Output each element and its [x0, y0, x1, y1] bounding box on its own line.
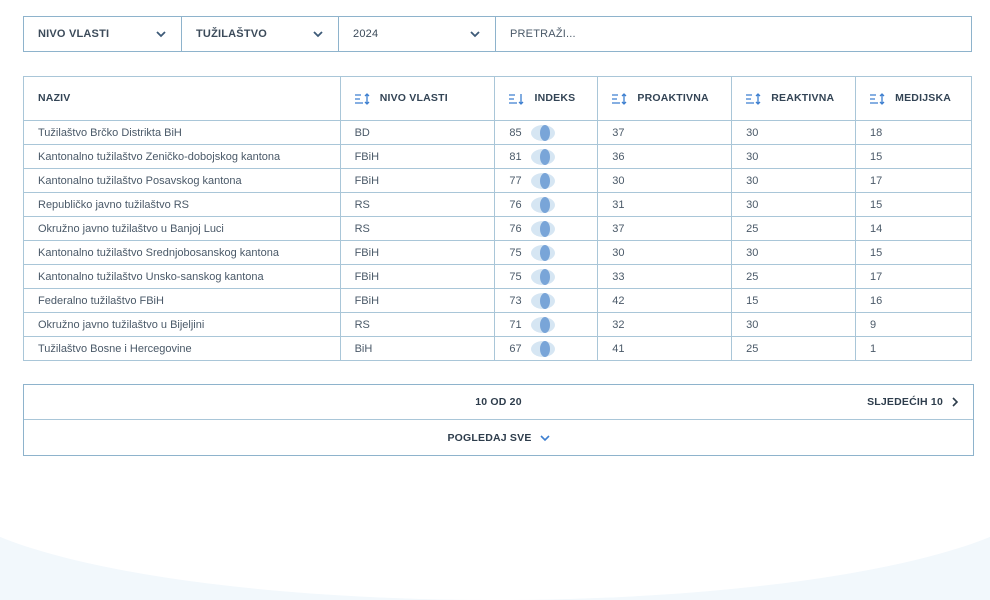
cell-reaktivna — [732, 337, 856, 361]
index-indicator-icon — [530, 124, 556, 142]
cell-medijska-value: 14 — [870, 222, 883, 235]
table-row[interactable] — [24, 265, 972, 289]
cell-indeks — [495, 241, 598, 265]
cell-nivo-value: RS — [354, 198, 370, 211]
cell-naziv-value: Republičko javno tužilaštvo RS — [38, 198, 190, 211]
cell-indeks — [495, 289, 598, 313]
cell-nivo — [340, 313, 495, 337]
institution-dropdown-label: TUŽILAŠTVO — [196, 28, 268, 40]
cell-reaktivna — [732, 313, 856, 337]
cell-proaktivna-value: 30 — [612, 174, 625, 187]
table-row[interactable] — [24, 121, 972, 145]
cell-proaktivna — [598, 145, 732, 169]
cell-proaktivna-value: 31 — [612, 198, 625, 211]
cell-proaktivna — [598, 169, 732, 193]
cell-indeks — [495, 313, 598, 337]
cell-reaktivna — [732, 217, 856, 241]
cell-nivo — [340, 241, 495, 265]
cell-indeks — [495, 193, 598, 217]
cell-nivo — [340, 265, 495, 289]
cell-nivo — [340, 217, 495, 241]
pagination-row — [24, 385, 973, 419]
cell-reaktivna-value: 25 — [746, 342, 759, 355]
next-page-label: SLJEDEĆIH 10 — [867, 396, 943, 408]
cell-reaktivna-value: 25 — [746, 270, 759, 283]
cell-medijska — [856, 265, 972, 289]
cell-reaktivna — [732, 169, 856, 193]
search-input[interactable] — [496, 17, 971, 51]
next-page-button[interactable] — [867, 385, 959, 419]
cell-nivo — [340, 193, 495, 217]
cell-reaktivna — [732, 241, 856, 265]
index-indicator-icon — [530, 268, 556, 286]
cell-proaktivna-value: 41 — [612, 342, 625, 355]
cell-naziv — [24, 337, 341, 361]
cell-proaktivna-value: 37 — [612, 222, 625, 235]
cell-proaktivna — [598, 313, 732, 337]
cell-indeks-value: 67 — [509, 342, 522, 355]
column-header-nivo-vlasti[interactable]: NIVO VLASTI — [340, 77, 495, 121]
index-indicator-icon — [530, 244, 556, 262]
cell-naziv-value: Kantonalno tužilaštvo Srednjobosanskog kantona — [38, 246, 279, 259]
cell-medijska — [856, 313, 972, 337]
cell-proaktivna-value: 30 — [612, 246, 625, 259]
cell-nivo — [340, 145, 495, 169]
chevron-down-icon — [540, 434, 550, 442]
cell-naziv — [24, 289, 341, 313]
cell-indeks — [495, 169, 598, 193]
chevron-right-icon — [951, 397, 959, 407]
cell-naziv — [24, 193, 341, 217]
ranking-table — [23, 76, 972, 361]
cell-medijska-value: 16 — [870, 294, 883, 307]
cell-naziv-value: Tužilaštvo Brčko Distrikta BiH — [38, 126, 182, 139]
cell-reaktivna — [732, 193, 856, 217]
column-header-naziv[interactable]: NAZIV — [24, 77, 341, 121]
cell-reaktivna-value: 25 — [746, 222, 759, 235]
table-row[interactable] — [24, 217, 972, 241]
cell-medijska-value: 18 — [870, 126, 883, 139]
cell-naziv-value: Okružno javno tužilaštvo u Banjoj Luci — [38, 222, 224, 235]
cell-nivo-value: RS — [354, 318, 370, 331]
cell-nivo — [340, 121, 495, 145]
cell-naziv — [24, 265, 341, 289]
cell-nivo-value: FBiH — [354, 270, 380, 283]
cell-nivo — [340, 337, 495, 361]
cell-indeks-value: 77 — [509, 174, 522, 187]
cell-naziv-value: Federalno tužilaštvo FBiH — [38, 294, 164, 307]
cell-nivo-value: FBiH — [354, 150, 380, 163]
cell-medijska-value: 1 — [870, 342, 877, 355]
cell-indeks-value: 85 — [509, 126, 522, 139]
cell-proaktivna-value: 33 — [612, 270, 625, 283]
cell-reaktivna-value: 30 — [746, 246, 759, 259]
cell-naziv — [24, 217, 341, 241]
view-all-button[interactable] — [24, 419, 973, 455]
cell-naziv-value: Kantonalno tužilaštvo Posavskog kantona — [38, 174, 242, 187]
table-row[interactable] — [24, 145, 972, 169]
cell-medijska-value: 17 — [870, 270, 883, 283]
cell-nivo-value: FBiH — [354, 246, 380, 259]
cell-medijska — [856, 169, 972, 193]
cell-indeks-value: 71 — [509, 318, 522, 331]
cell-proaktivna — [598, 289, 732, 313]
cell-medijska-value: 15 — [870, 246, 883, 259]
cell-naziv-value: Kantonalno tužilaštvo Zeničko-dobojskog kantona — [38, 150, 281, 163]
cell-indeks — [495, 337, 598, 361]
cell-nivo-value: FBiH — [354, 174, 380, 187]
table-row[interactable] — [24, 169, 972, 193]
sort-both-icon — [870, 93, 886, 105]
cell-reaktivna-value: 30 — [746, 318, 759, 331]
cell-medijska — [856, 337, 972, 361]
cell-reaktivna — [732, 265, 856, 289]
cell-medijska — [856, 121, 972, 145]
year-dropdown-label: 2024 — [353, 28, 379, 40]
cell-medijska — [856, 217, 972, 241]
index-indicator-icon — [530, 196, 556, 214]
cell-indeks-value: 76 — [509, 198, 522, 211]
cell-indeks-value: 81 — [509, 150, 522, 163]
cell-indeks-value: 73 — [509, 294, 522, 307]
sort-both-icon — [612, 93, 628, 105]
cell-naziv — [24, 241, 341, 265]
cell-proaktivna — [598, 337, 732, 361]
cell-nivo-value: RS — [354, 222, 370, 235]
cell-proaktivna — [598, 121, 732, 145]
index-indicator-icon — [530, 316, 556, 334]
cell-proaktivna — [598, 241, 732, 265]
column-header-proaktivna[interactable]: PROAKTIVNA — [598, 77, 732, 121]
cell-proaktivna-value: 32 — [612, 318, 625, 331]
institution-dropdown[interactable] — [182, 17, 339, 51]
column-header-reaktivna[interactable]: REAKTIVNA — [732, 77, 856, 121]
cell-nivo-value: BiH — [354, 342, 373, 355]
sort-both-icon — [355, 93, 371, 105]
page-count: 10 OD 20 — [475, 396, 522, 408]
cell-medijska — [856, 289, 972, 313]
cell-medijska-value: 17 — [870, 174, 883, 187]
cell-reaktivna-value: 30 — [746, 174, 759, 187]
cell-naziv — [24, 145, 341, 169]
view-all-label: POGLEDAJ SVE — [447, 431, 532, 444]
search-placeholder: PRETRAŽI... — [510, 28, 576, 40]
table-row[interactable] — [24, 289, 972, 313]
index-indicator-icon — [530, 340, 556, 358]
cell-indeks — [495, 265, 598, 289]
cell-indeks-value: 75 — [509, 270, 522, 283]
table-header-row — [24, 77, 972, 121]
table-body — [24, 121, 972, 361]
cell-reaktivna-value: 30 — [746, 126, 759, 139]
cell-reaktivna-value: 30 — [746, 150, 759, 163]
cell-indeks-value: 75 — [509, 246, 522, 259]
chevron-down-icon — [154, 29, 168, 39]
cell-proaktivna — [598, 193, 732, 217]
cell-nivo-value: FBiH — [354, 294, 380, 307]
chevron-down-icon — [468, 29, 482, 39]
filter-bar — [23, 16, 972, 52]
cell-indeks-value: 76 — [509, 222, 522, 235]
cell-naziv-value: Tužilaštvo Bosne i Hercegovine — [38, 342, 192, 355]
cell-medijska — [856, 193, 972, 217]
chevron-down-icon — [311, 29, 325, 39]
table-row[interactable] — [24, 337, 972, 361]
cell-medijska-value: 15 — [870, 198, 883, 211]
cell-medijska-value: 15 — [870, 150, 883, 163]
table-row[interactable] — [24, 241, 972, 265]
cell-nivo-value: BD — [354, 126, 370, 139]
cell-reaktivna — [732, 121, 856, 145]
level-dropdown[interactable] — [24, 17, 182, 51]
cell-reaktivna-value: 30 — [746, 198, 759, 211]
cell-reaktivna — [732, 145, 856, 169]
cell-indeks — [495, 121, 598, 145]
cell-proaktivna — [598, 265, 732, 289]
cell-indeks — [495, 217, 598, 241]
index-indicator-icon — [530, 292, 556, 310]
cell-medijska-value: 9 — [870, 318, 877, 331]
cell-reaktivna-value: 15 — [746, 294, 759, 307]
table-row[interactable] — [24, 313, 972, 337]
cell-reaktivna — [732, 289, 856, 313]
year-dropdown[interactable] — [339, 17, 496, 51]
pagination — [23, 384, 974, 456]
cell-naziv — [24, 121, 341, 145]
cell-medijska — [856, 241, 972, 265]
cell-proaktivna-value: 42 — [612, 294, 625, 307]
cell-nivo — [340, 169, 495, 193]
cell-medijska — [856, 145, 972, 169]
column-header-indeks[interactable]: INDEKS — [495, 77, 598, 121]
index-indicator-icon — [530, 172, 556, 190]
cell-naziv — [24, 169, 341, 193]
index-indicator-icon — [530, 220, 556, 238]
cell-proaktivna-value: 37 — [612, 126, 625, 139]
cell-naziv-value: Kantonalno tužilaštvo Unsko-sanskog kantona — [38, 270, 264, 283]
sort-descending-icon — [509, 93, 525, 105]
cell-naziv-value: Okružno javno tužilaštvo u Bijeljini — [38, 318, 205, 331]
cell-nivo — [340, 289, 495, 313]
cell-indeks — [495, 145, 598, 169]
ranking-panel — [23, 16, 972, 456]
sort-both-icon — [746, 93, 762, 105]
table-row[interactable] — [24, 193, 972, 217]
column-header-medijska[interactable]: MEDIJSKA — [856, 77, 972, 121]
cell-proaktivna — [598, 217, 732, 241]
cell-naziv — [24, 313, 341, 337]
index-indicator-icon — [530, 148, 556, 166]
level-dropdown-label: NIVO VLASTI — [38, 28, 110, 40]
cell-proaktivna-value: 36 — [612, 150, 625, 163]
